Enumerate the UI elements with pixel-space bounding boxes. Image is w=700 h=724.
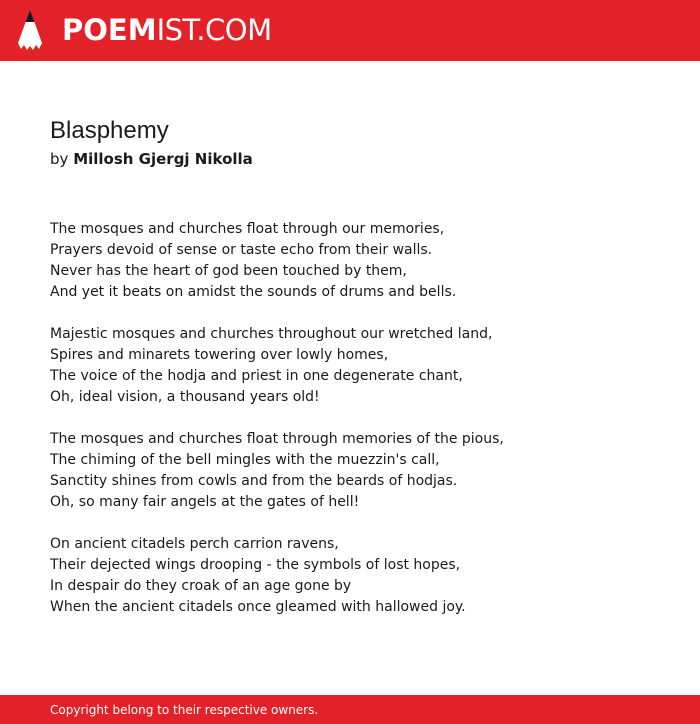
poem-line: Their dejected wings drooping - the symbols of lost hopes,	[50, 557, 461, 573]
poem-line: When the ancient citadels once gleamed with hallowed joy.	[50, 599, 466, 615]
poem-line: In despair do they croak of an age gone by	[50, 578, 352, 594]
poem-line: The mosques and churches float through our memories,	[50, 221, 445, 237]
pencil-tip-icon[interactable]	[17, 9, 43, 55]
site-footer	[0, 695, 700, 724]
poem-title: Blasphemy	[50, 117, 169, 144]
byline	[50, 149, 253, 169]
poem-line: The mosques and churches float through memories of the pious,	[50, 431, 504, 447]
poem-line: Majestic mosques and churches throughout our wretched land,	[50, 326, 493, 342]
logo-text-bold: POEM	[62, 13, 157, 47]
poem-line: Spires and minarets towering over lowly homes,	[50, 347, 389, 363]
poem-line: The chiming of the bell mingles with the muezzin's call,	[50, 452, 440, 468]
logo-text-light: IST.COM	[156, 13, 272, 47]
by-label: by	[50, 150, 69, 168]
poem-line: Oh, ideal vision, a thousand years old!	[50, 389, 320, 405]
poem-line: Prayers devoid of sense or taste echo from their walls.	[50, 242, 433, 258]
copyright-text: Copyright belong to their respective owners.	[50, 703, 319, 717]
site-header	[0, 0, 700, 61]
author-name: Millosh Gjergj Nikolla	[73, 150, 253, 168]
poem-line: On ancient citadels perch carrion ravens,	[50, 536, 339, 552]
poem-body	[50, 219, 670, 639]
poem-line: The voice of the hodja and priest in one degenerate chant,	[50, 368, 463, 384]
stanza	[50, 534, 670, 618]
poem-line: Never has the heart of god been touched by them,	[50, 263, 407, 279]
poem-line: Oh, so many fair angels at the gates of hell!	[50, 494, 360, 510]
poem-line: Sanctity shines from cowls and from the beards of hodjas.	[50, 473, 458, 489]
stanza	[50, 429, 670, 513]
stanza	[50, 324, 670, 408]
site-logo[interactable]	[62, 13, 272, 47]
stanza	[50, 219, 670, 303]
poem-line: And yet it beats on amidst the sounds of drums and bells.	[50, 284, 457, 300]
